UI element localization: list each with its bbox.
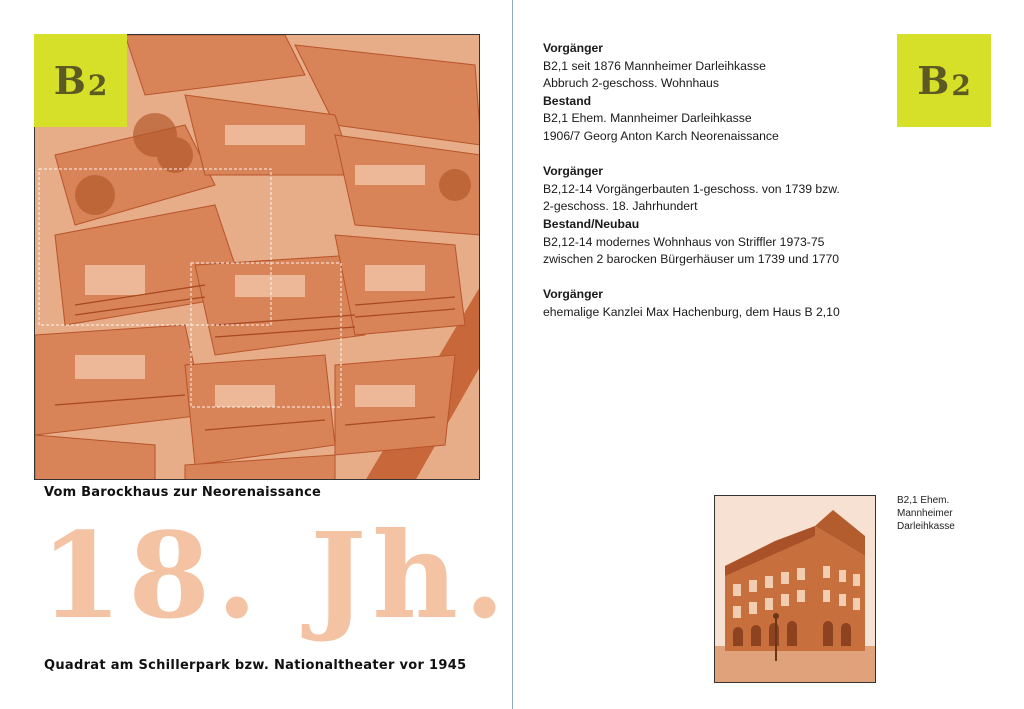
text-line: B2,1 Ehem. Mannheimer Darleihkasse <box>543 111 752 126</box>
page-spine <box>512 0 513 709</box>
text-line: B2,12-14 modernes Wohnhaus von Striffler 1973-75 <box>543 234 825 249</box>
subtitle-bottom: Quadrat am Schillerpark bzw. Nationaltheater vor 1945 <box>44 658 467 673</box>
text-line: Bestand <box>543 93 592 108</box>
big-title: 18. Jh. <box>40 506 512 645</box>
text-gap <box>543 146 883 164</box>
building-photo <box>714 495 876 683</box>
text-line: Abbruch 2-geschoss. Wohnhaus <box>543 76 719 91</box>
photo-caption <box>897 494 997 533</box>
quadrant-badge-right <box>897 34 991 127</box>
history-text <box>543 40 883 322</box>
caption-line: B2,1 Ehem. <box>897 495 950 506</box>
building-photo-illustration <box>715 496 876 683</box>
text-line: B2,1 seit 1876 Mannheimer Darleihkasse <box>543 58 766 73</box>
quadrant-badge <box>34 34 127 127</box>
text-line: ehemalige Kanzlei Max Hachenburg, dem Haus B 2,10 <box>543 304 840 319</box>
badge-number: 2 <box>87 69 108 102</box>
text-gap <box>543 269 883 287</box>
text-line: Vorgänger <box>543 41 604 55</box>
text-line: B2,12-14 Vorgängerbauten 1-geschoss. von 1739 bzw. <box>543 181 840 196</box>
caption-line: Mannheimer <box>897 508 953 519</box>
text-line: 2-geschoss. 18. Jahrhundert <box>543 199 698 214</box>
text-line: Vorgänger <box>543 164 604 179</box>
text-line: Vorgänger <box>543 287 604 302</box>
subtitle-top: Vom Barockhaus zur Neorenaissance <box>44 485 321 500</box>
text-line: zwischen 2 barocken Bürgerhäuser um 1739 und 1770 <box>543 252 840 267</box>
text-line: 1906/7 Georg Anton Karch Neorenaissance <box>543 128 779 143</box>
badge-number: 2 <box>951 69 971 102</box>
badge-letter: B <box>53 58 86 103</box>
caption-line: Darleihkasse <box>897 521 955 532</box>
text-line: Bestand/Neubau <box>543 216 640 231</box>
badge-letter: B <box>917 58 950 103</box>
